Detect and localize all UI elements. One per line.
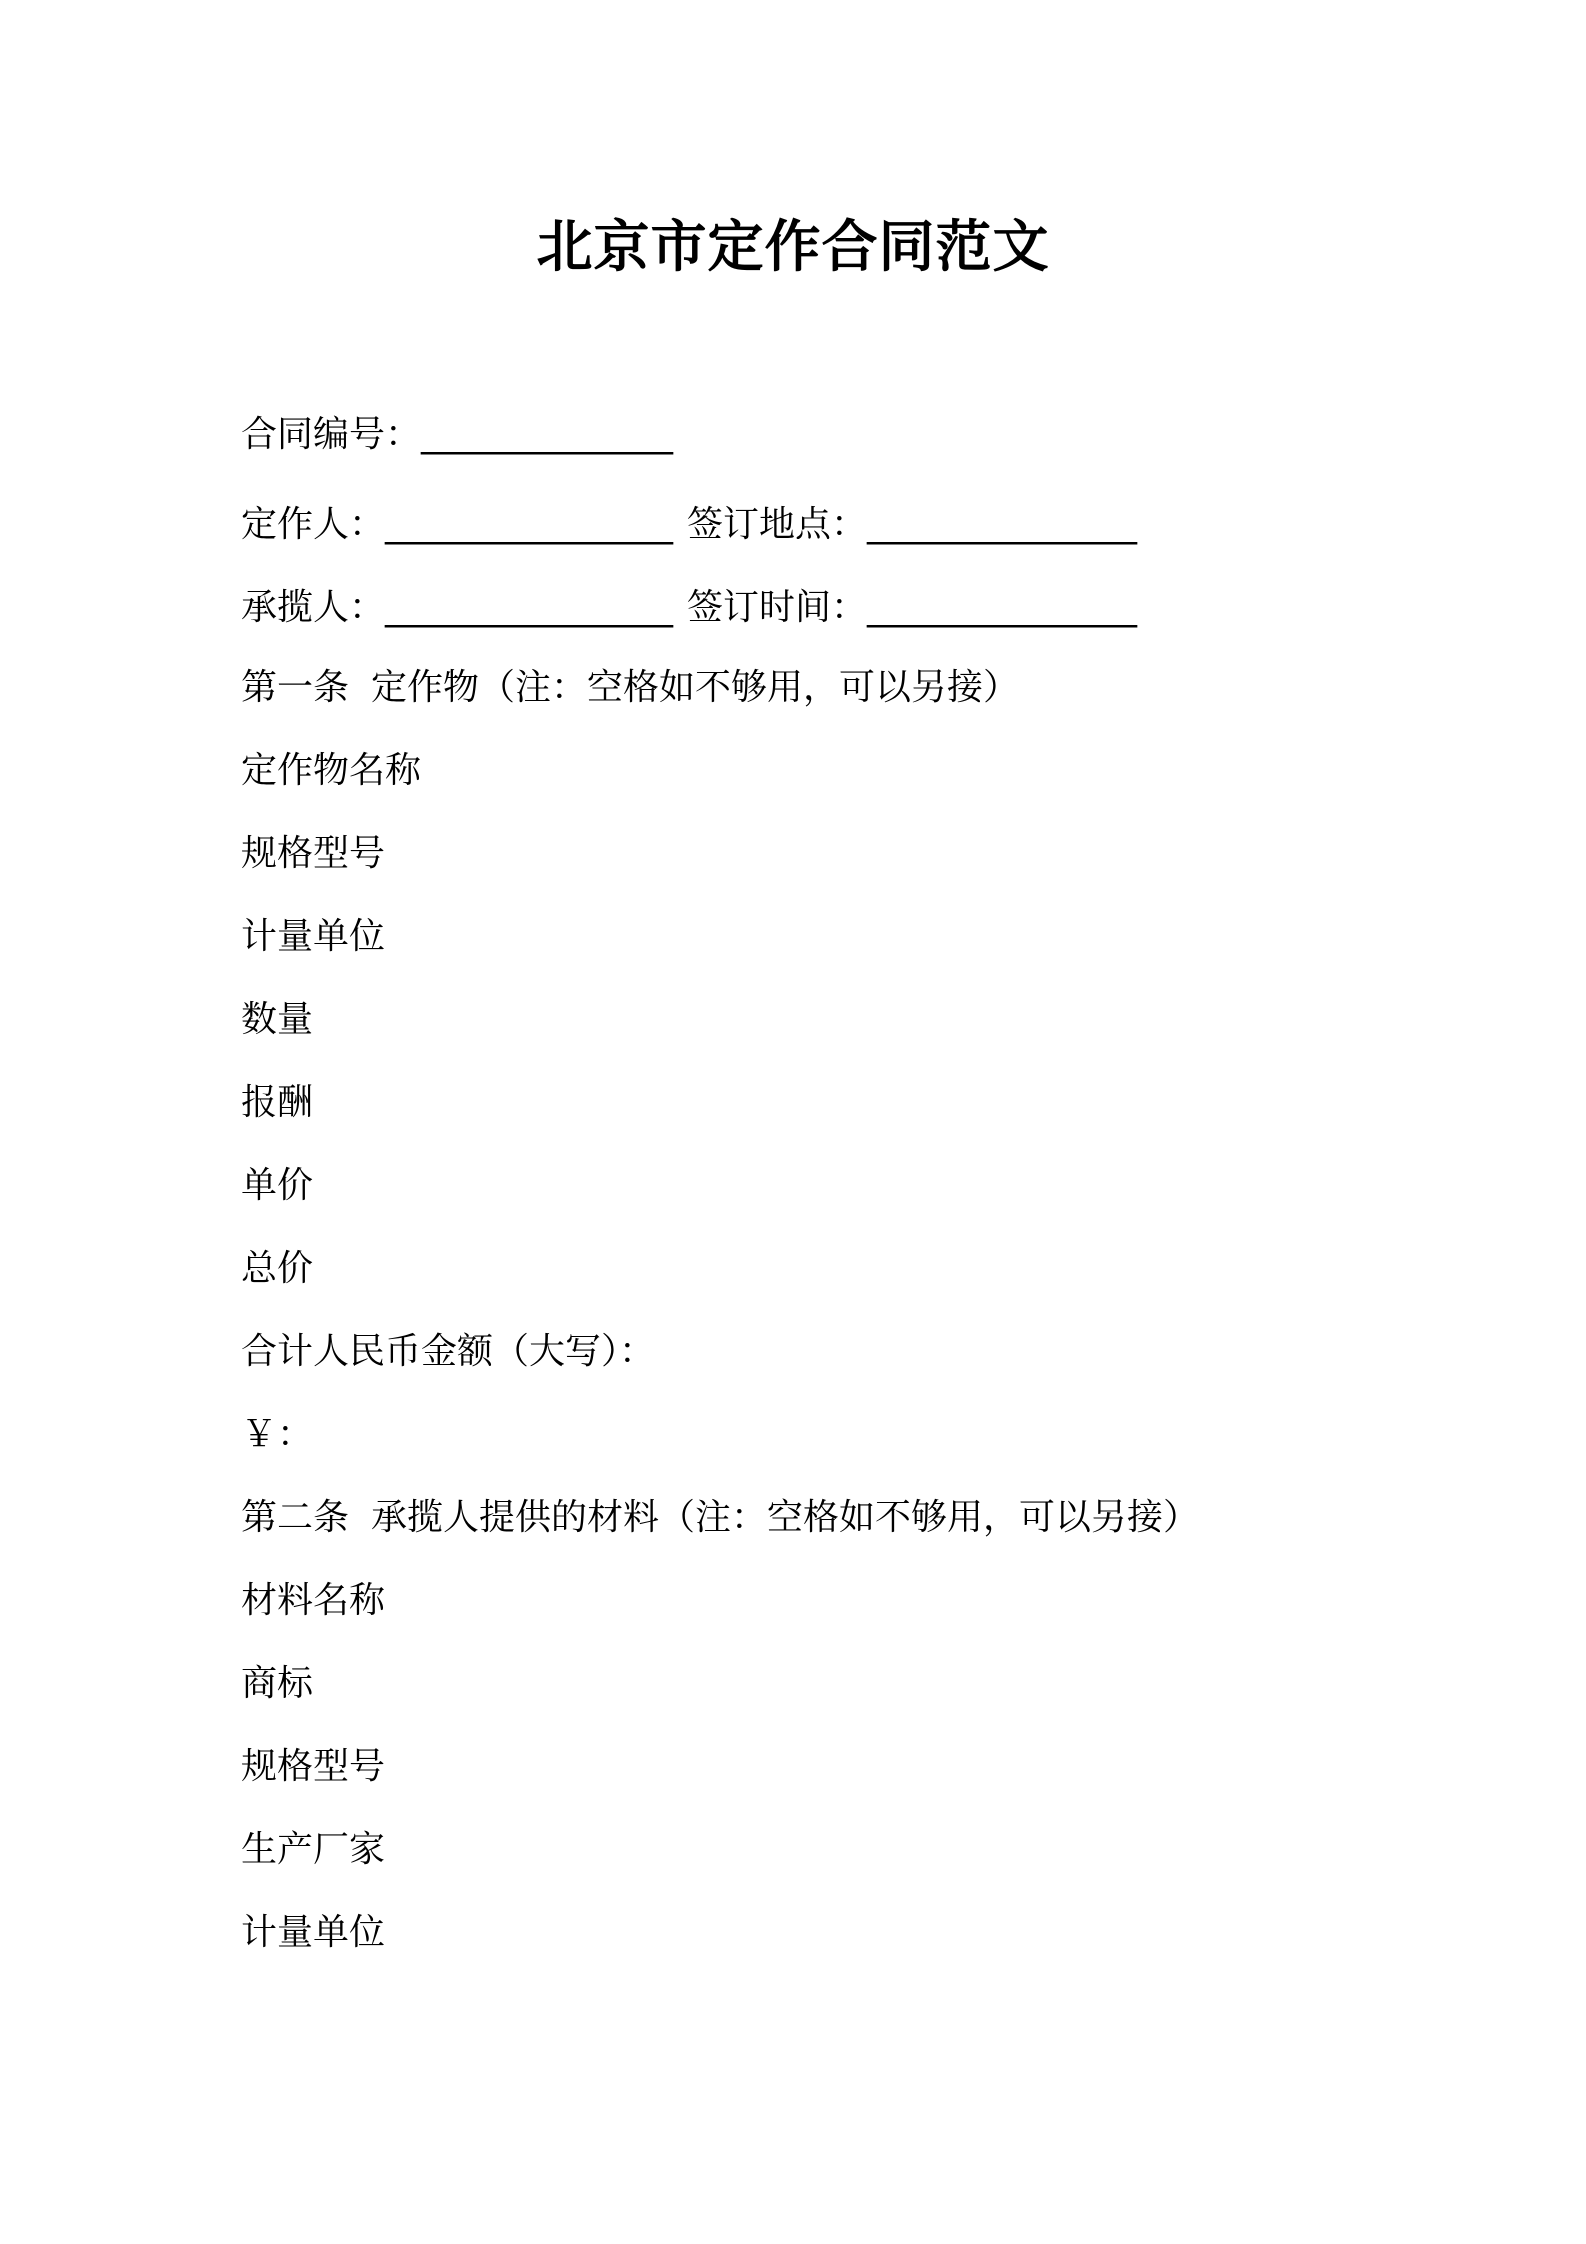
sign-place-blank: _______________ bbox=[867, 504, 1138, 545]
contract-number-row bbox=[241, 410, 673, 460]
clause-2-item: 生产厂家 bbox=[241, 1829, 386, 1870]
clause-1-item: 定作物名称 bbox=[241, 750, 422, 791]
contractor-label: 承揽人： bbox=[241, 587, 386, 628]
client-blank: ________________ bbox=[385, 504, 674, 545]
client-label: 定作人： bbox=[241, 504, 386, 545]
sign-time-label: 签订时间： bbox=[687, 587, 868, 628]
clause-1-item: 总价 bbox=[241, 1248, 314, 1289]
clause-1-text: 定作物（注：空格如不够用，可以另接） bbox=[371, 667, 1020, 708]
clause-1-item: ￥： bbox=[241, 1414, 314, 1455]
clause-2-text: 承揽人提供的材料（注：空格如不够用，可以另接） bbox=[371, 1497, 1200, 1538]
sign-place-label: 签订地点： bbox=[687, 504, 868, 545]
clause-1-item: 报酬 bbox=[241, 1082, 314, 1123]
clause-2-item: 商标 bbox=[241, 1663, 314, 1704]
clause-1-item: 规格型号 bbox=[241, 833, 386, 874]
document-title: 北京市定作合同范文 bbox=[536, 215, 1050, 280]
sign-time-blank: _______________ bbox=[867, 587, 1138, 628]
client-row bbox=[241, 500, 1137, 550]
contractor-row bbox=[241, 583, 1137, 633]
clause-2-item: 材料名称 bbox=[241, 1580, 386, 1621]
clause-1-item: 单价 bbox=[241, 1165, 314, 1206]
clause-1-item: 合计人民币金额（大写）： bbox=[241, 1331, 656, 1372]
clause-2-number: 第二条 bbox=[241, 1497, 350, 1538]
contract-number-label: 合同编号： bbox=[241, 414, 422, 455]
clause-2-item: 计量单位 bbox=[241, 1912, 386, 1953]
clause-2-heading bbox=[241, 1493, 1199, 1543]
contract-number-blank: ______________ bbox=[421, 414, 674, 455]
clause-1-heading bbox=[241, 663, 1019, 713]
contractor-blank: ________________ bbox=[385, 587, 674, 628]
clause-1-item: 数量 bbox=[241, 999, 314, 1040]
clause-1-number: 第一条 bbox=[241, 667, 350, 708]
clause-1-item: 计量单位 bbox=[241, 916, 386, 957]
clause-2-item: 规格型号 bbox=[241, 1746, 386, 1787]
